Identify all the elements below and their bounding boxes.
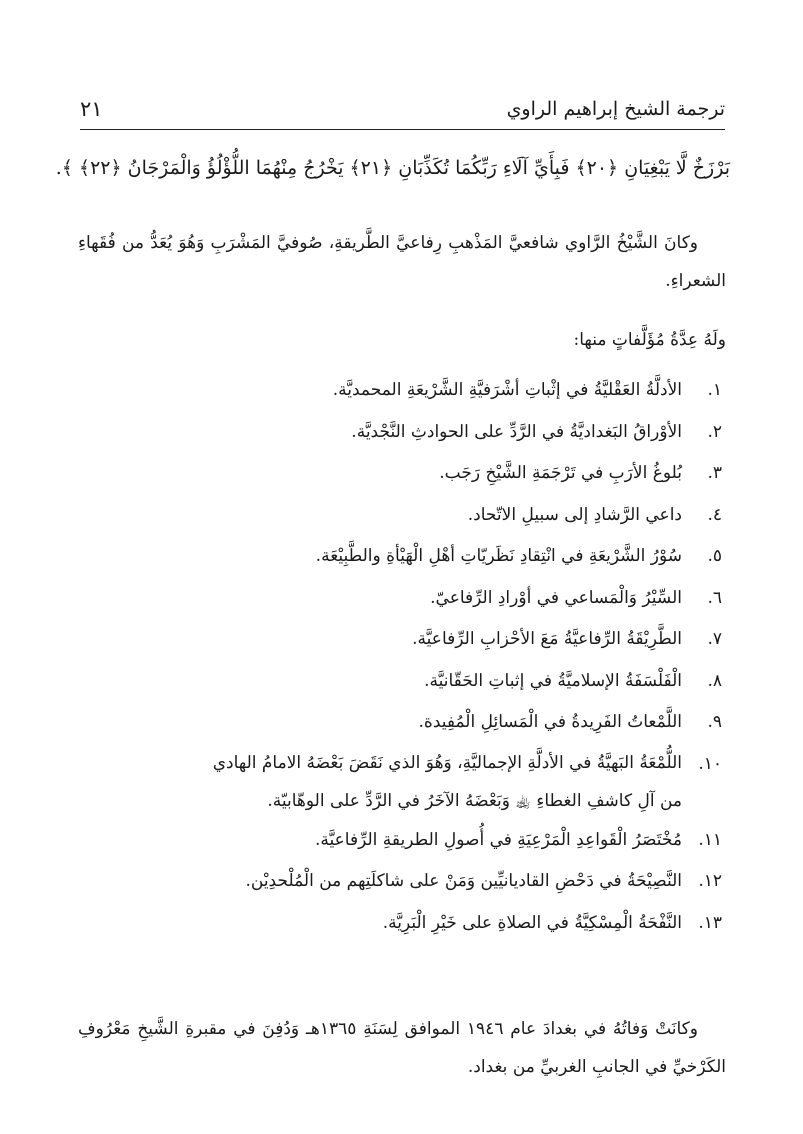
item-number: ١٠. bbox=[698, 753, 722, 774]
item-number: ٣. bbox=[707, 463, 722, 483]
item-number: ٥. bbox=[707, 546, 722, 566]
list-item bbox=[78, 578, 726, 620]
page-header bbox=[80, 92, 725, 126]
item-title-continuation: من آلِ كاشفِ الغطاءِ ﵀ وَبَعْضَهُ الآخَرُ في الرَّدِّ على الوهّابيّة. bbox=[267, 790, 682, 811]
item-title: الأوْراقُ البَغداديَّةُ في الرَّدِّ على الحوادثِ النَّجْديَّة. bbox=[351, 421, 682, 442]
item-title: النَّصِيْحَةُ في دَحْضِ القاديانيِّين وَمَنْ على شاكلَتِهم من الْمُلْحدِيْن. bbox=[245, 871, 682, 891]
item-title bbox=[78, 744, 682, 820]
works-intro: ولَهُ عِدَّةُ مُؤَلَّفاتٍ منها: bbox=[573, 330, 726, 350]
page-number: ٢١ bbox=[80, 97, 103, 121]
list-item bbox=[78, 619, 726, 661]
item-number: ٤. bbox=[707, 504, 722, 525]
list-item bbox=[78, 861, 726, 903]
list-item bbox=[78, 903, 726, 945]
item-title: داعي الرَّشادِ إلى سبيلِ الاتّحاد. bbox=[467, 504, 682, 525]
list-item bbox=[78, 453, 726, 495]
item-title: الْفَلْسَفَةُ الإسلاميَّةُ في إثباتِ الحَقّانيَّة. bbox=[424, 670, 682, 691]
running-title: ترجمة الشيخ إبراهيم الراوي bbox=[506, 98, 725, 120]
item-title: الطَّرِيْقَةُ الرِّفاعيَّةُ مَعَ الأحْزابِ الرِّفاعيَّة. bbox=[412, 629, 682, 649]
list-item bbox=[78, 495, 726, 537]
list-item bbox=[78, 744, 726, 820]
list-item bbox=[78, 412, 726, 454]
item-title-line: اللُّمْعَةُ البَهيَّةُ في الأدلَّةِ الإجماليَّةِ، وَهُوَ الذي نَقَضَ بَعْضَهُ الامامُ الهادي bbox=[212, 752, 682, 773]
item-number: ١٣. bbox=[698, 912, 722, 933]
item-number: ٦. bbox=[707, 587, 722, 608]
item-number: ٩. bbox=[707, 712, 722, 732]
header-divider bbox=[80, 129, 725, 130]
item-number: ٢. bbox=[707, 421, 722, 442]
item-number: ٨. bbox=[707, 670, 722, 691]
item-number: ١١. bbox=[698, 829, 722, 850]
item-title: الأدلَّةُ العَقْليَّةُ في إثْباتِ أشْرَفيَّةِ الشَّرْيعَةِ المحمديَّة. bbox=[332, 380, 682, 400]
item-title: سُوْرُ الشَّرْيعَةِ في انْتِقادِ نَظَريّاتِ أهْلِ الْهَيْأةِ والطَّبِيْعَة. bbox=[315, 546, 682, 566]
paragraph-text: وكانَ الشَّيْخُ الرَّاوي شافعيَّ المَذْهبِ رِفاعيَّ الطَّريقةِ، صُوفيَّ المَشْرَبِ وَهُوَ يُعَدُّ من فُقَهاءِ الشعراءِ. bbox=[78, 233, 726, 291]
item-title: اللَّمْعاتُ الفَرِيدةُ في الْمَسائِلِ الْمُفِيدة. bbox=[418, 712, 682, 732]
item-number: ٧. bbox=[707, 629, 722, 649]
list-item bbox=[78, 661, 726, 703]
item-title: النَّفْحَةُ الْمِسْكِيَّةُ في الصلاةِ على خَيْرِ الْبَرِيَّة. bbox=[382, 912, 682, 933]
death-paragraph bbox=[78, 1010, 726, 1086]
works-list bbox=[78, 370, 726, 944]
quran-verse: بَرْزَخٌ لَّا يَبْغِيَانِ ﴿٢٠﴾ فَبِأَيِّ آلَاءِ رَبِّكُمَا تُكَذِّبَانِ ﴿٢١﴾ يَخْرُجُ مِنْهُمَا اللُّؤْلُؤُ وَالْمَرْجَانُ ﴿٢٢﴾ ﴾. bbox=[55, 157, 730, 179]
item-title: بُلوغُ الأرَبِ في تَرْجَمَةِ الشَّيْخِ رَجَب. bbox=[439, 463, 682, 483]
list-item bbox=[78, 702, 726, 744]
list-item bbox=[78, 536, 726, 578]
item-title: مُخْتَصَرُ الْقَواعِدِ الْمَرْعِيَةِ في أُصولِ الطريقةِ الرِّفاعيَّة. bbox=[315, 829, 682, 850]
list-item bbox=[78, 820, 726, 862]
item-number: ١٢. bbox=[698, 871, 722, 891]
item-number: ١. bbox=[707, 380, 722, 400]
biography-paragraph bbox=[78, 224, 726, 300]
paragraph-text: وكانَتْ وَفاتُهُ في بغدادَ عام ١٩٤٦ الموافق لِسَنَةِ ١٣٦٥هـ وَدُفِنَ في مقبرةِ الشَّيخِ مَعْرُوفِ الكَرْخيِّ في الجانبِ الغربيِّ من بغداد. bbox=[78, 1019, 726, 1077]
item-title: السِّيْرُ وَالْمَساعي في أوْرادِ الرِّفاعيّ. bbox=[430, 587, 682, 608]
list-item bbox=[78, 370, 726, 412]
